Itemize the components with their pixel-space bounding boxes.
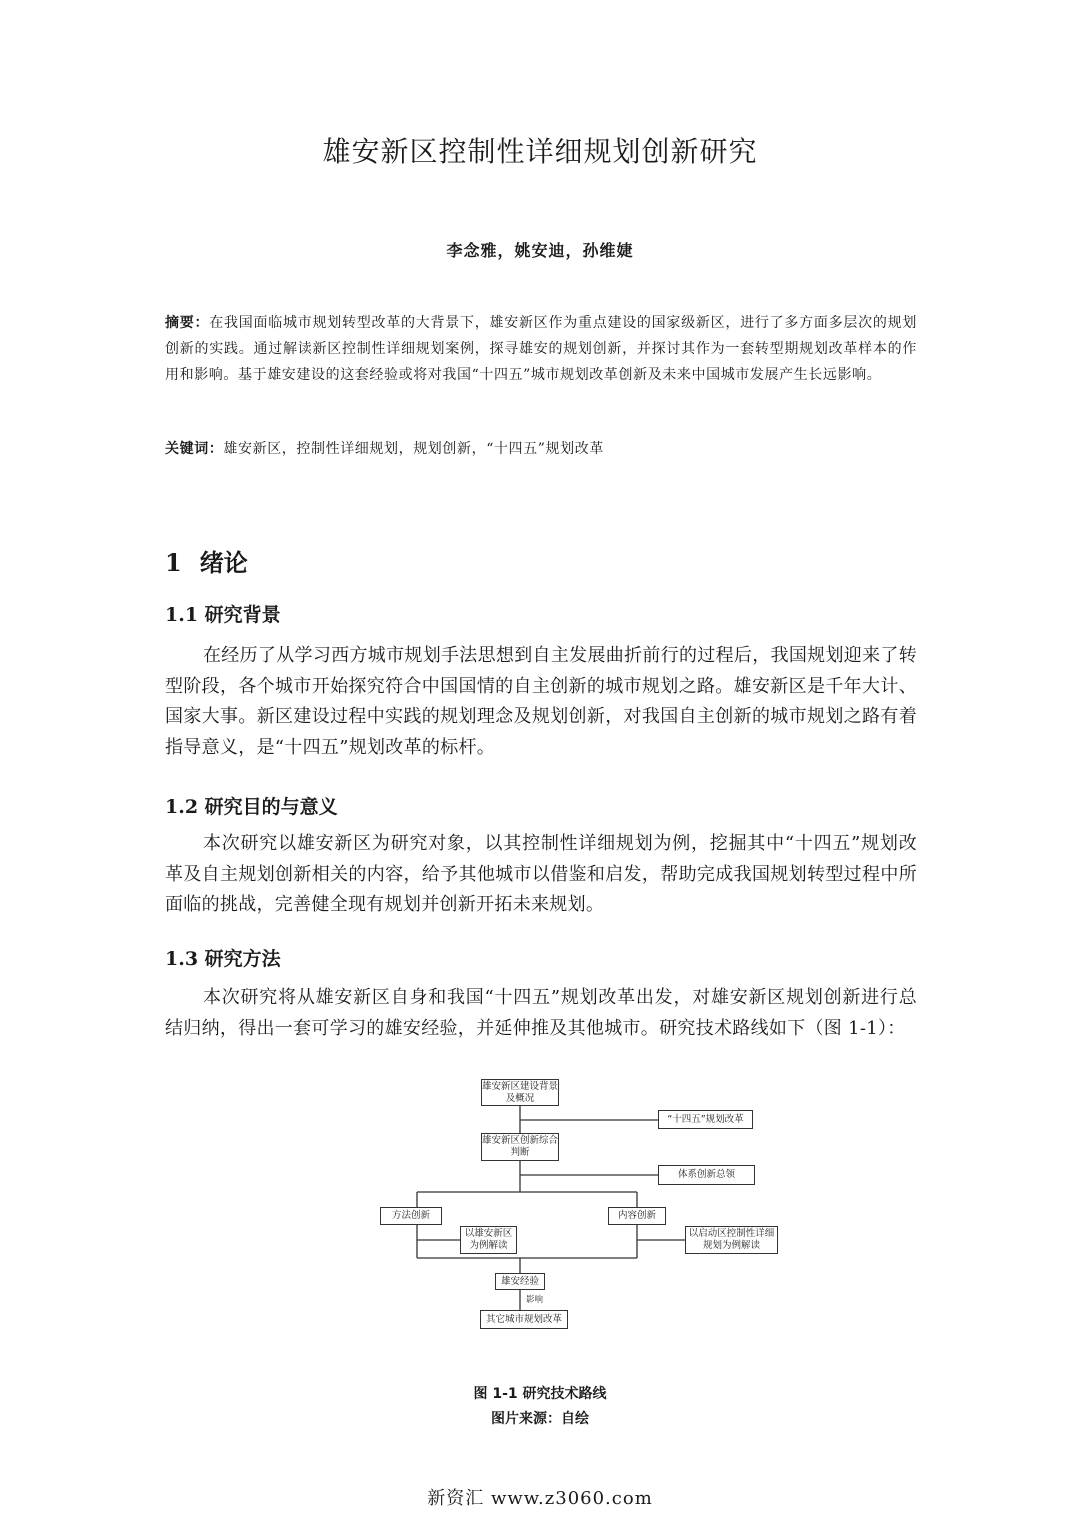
node-content: 内容创新 bbox=[608, 1207, 666, 1225]
edge-label-influence: 影响 bbox=[526, 1295, 544, 1305]
node-judgement: 雄安新区创新综合判断 bbox=[481, 1133, 559, 1161]
keywords-label: 关键词： bbox=[165, 441, 224, 457]
abstract-label: 摘要： bbox=[165, 315, 210, 331]
research-flowchart bbox=[380, 1075, 780, 1337]
subsection-heading-1-2: 1.2 研究目的与意义 bbox=[165, 796, 338, 818]
node-system: 体系创新总领 bbox=[658, 1165, 755, 1185]
paragraph-method: 本次研究将从雄安新区自身和我国“十四五”规划改革出发，对雄安新区规划创新进行总结归纳，得出一套可学习的雄安经验，并延伸推及其他城市。研究技术路线如下（图 1-1）： bbox=[165, 987, 917, 1039]
keywords bbox=[165, 436, 917, 462]
figure-caption: 图 1-1 研究技术路线 bbox=[473, 1386, 607, 1402]
section-heading bbox=[165, 543, 248, 578]
author-list: 李念雅，姚安迪，孙维婕 bbox=[446, 241, 634, 260]
subsection-heading-1-3: 1.3 研究方法 bbox=[165, 948, 281, 970]
node-background: 雄安新区建设背景及概况 bbox=[481, 1079, 559, 1106]
abstract-text: 在我国面临城市规划转型改革的大背景下，雄安新区作为重点建设的国家级新区，进行了多方面多层次的规划创新的实践。通过解读新区控制性详细规划案例，探寻雄安的规划创新，并探讨其作为一套转型期规划改革样本的作用和影响。基于雄安建设的这套经验或将对我国“十四五”城市规划改革创新及未来中国城市发展产生长远影响。 bbox=[165, 315, 917, 383]
footer-watermark: 新资汇 www.z3060.com bbox=[427, 1488, 653, 1509]
subsection-heading-1-1: 1.1 研究背景 bbox=[165, 604, 281, 626]
paragraph-background: 在经历了从学习西方城市规划手法思想到自主发展曲折前行的过程后，我国规划迎来了转型阶段，各个城市开始探究符合中国国情的自主创新的城市规划之路。雄安新区是千年大计、国家大事。新区建设过程中实践的规划理念及规划创新，对我国自主创新的城市规划之路有着指导意义，是“十四五”规划改革的标杆。 bbox=[165, 645, 917, 758]
abstract bbox=[165, 310, 917, 388]
node-interpret: 以雄安新区为例解读 bbox=[460, 1226, 517, 1254]
section-title: 绪论 bbox=[199, 548, 248, 577]
node-reform: “十四五”规划改革 bbox=[658, 1110, 753, 1129]
node-startup: 以启动区控制性详细规划为例解读 bbox=[685, 1226, 778, 1254]
section-number: 1 bbox=[165, 548, 182, 577]
node-method: 方法创新 bbox=[380, 1207, 442, 1225]
paper-title: 雄安新区控制性详细规划创新研究 bbox=[322, 135, 758, 168]
paragraph-purpose: 本次研究以雄安新区为研究对象，以其控制性详细规划为例，挖掘其中“十四五”规划改革及自主规划创新相关的内容，给予其他城市以借鉴和启发，帮助完成我国规划转型过程中所面临的挑战，完善健全现有规划并创新开拓未来规划。 bbox=[165, 833, 917, 915]
node-others: 其它城市规划改革 bbox=[480, 1310, 568, 1329]
keywords-text: 雄安新区，控制性详细规划，规划创新，“十四五”规划改革 bbox=[223, 441, 604, 457]
node-experience: 雄安经验 bbox=[495, 1273, 545, 1290]
figure-source: 图片来源：自绘 bbox=[491, 1411, 589, 1427]
